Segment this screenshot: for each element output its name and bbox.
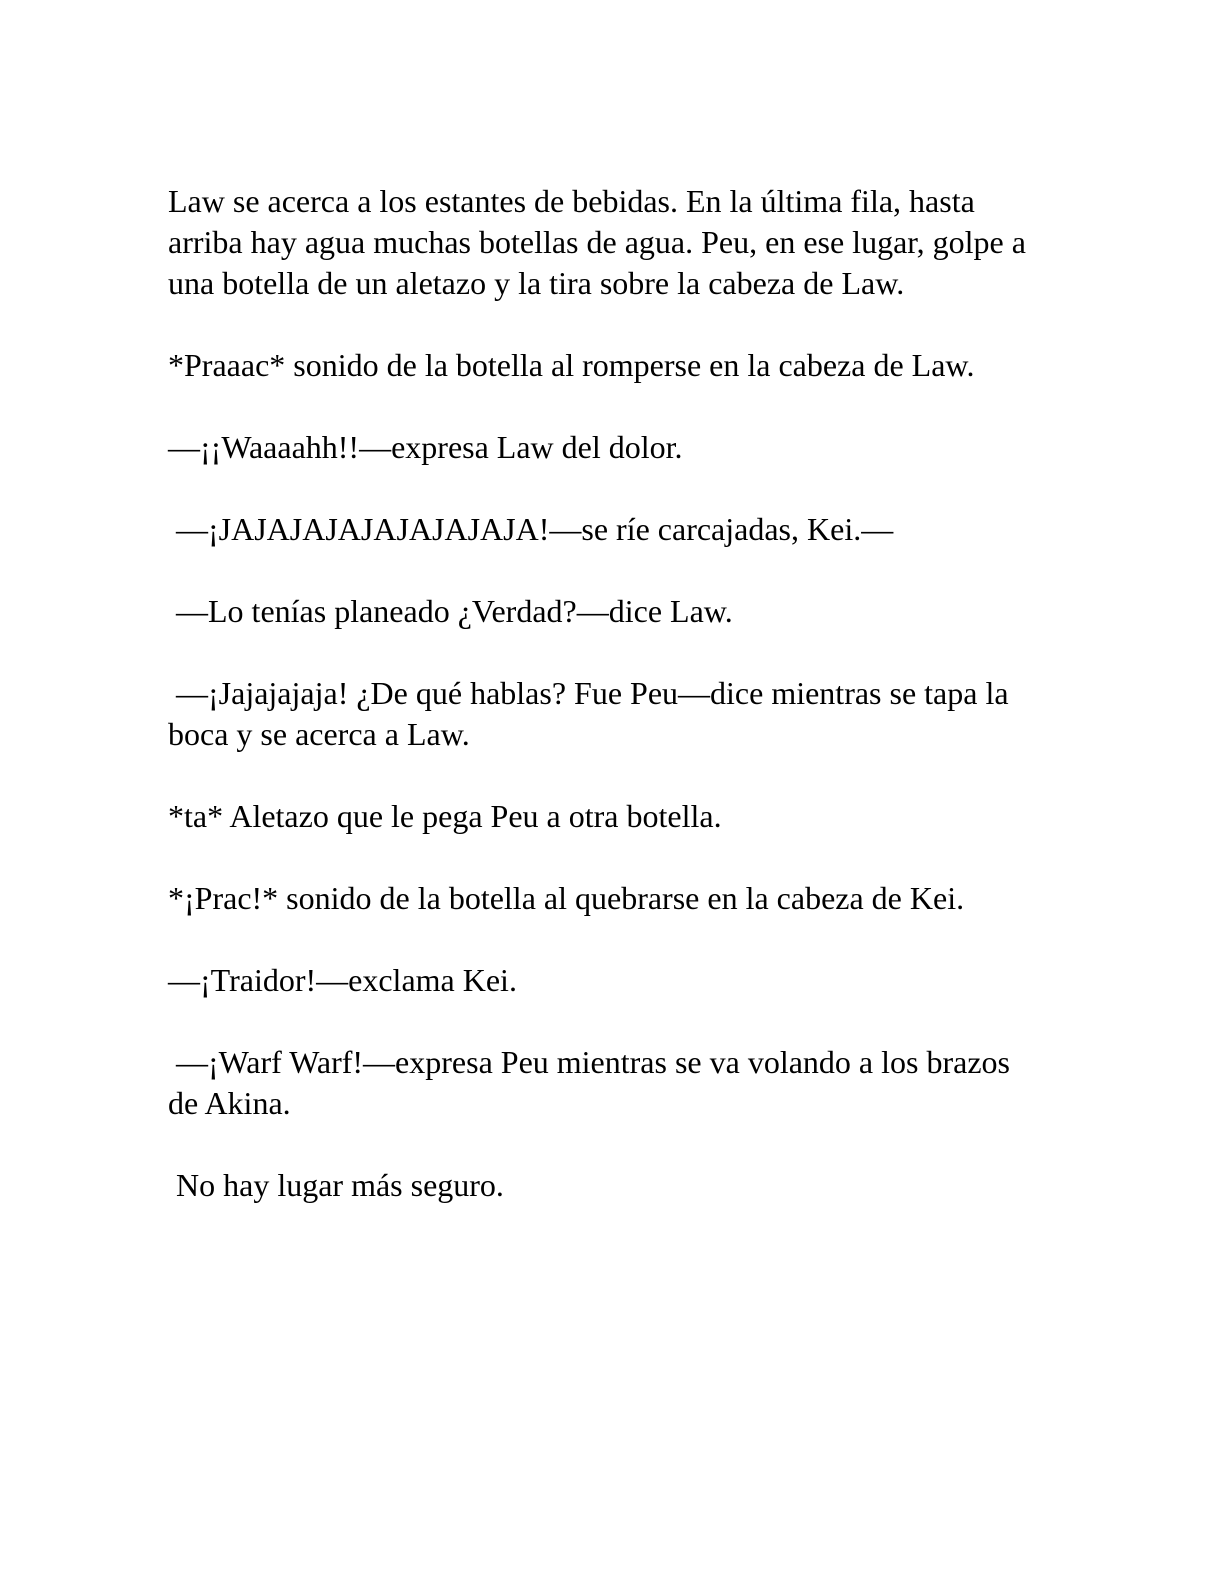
paragraph-9: —¡Traidor!—exclama Kei. bbox=[168, 962, 517, 998]
paragraph-3: —¡¡Waaaahh!!—expresa Law del dolor. bbox=[168, 429, 683, 465]
paragraph-10: —¡Warf Warf!—expresa Peu mientras se va volando a los brazos de Akina. bbox=[168, 1044, 1010, 1121]
paragraph-6: —¡Jajajajaja! ¿De qué hablas? Fue Peu—dice mientras se tapa la boca y se acerca a Law. bbox=[168, 675, 1009, 752]
story-text bbox=[168, 181, 1038, 1206]
paragraph-1: Law se acerca a los estantes de bebidas. En la última fila, hasta arriba hay agua muchas botellas de agua. Peu, en ese lugar, golpe a una botella de un aletazo y la tira sobre la cabeza de Law. bbox=[168, 183, 1026, 301]
paragraph-5: —Lo tenías planeado ¿Verdad?—dice Law. bbox=[176, 593, 733, 629]
paragraph-2: *Praaac* sonido de la botella al romperse en la cabeza de Law. bbox=[168, 347, 975, 383]
paragraph-8: *¡Prac!* sonido de la botella al quebrarse en la cabeza de Kei. bbox=[168, 880, 965, 916]
paragraph-4: —¡JAJAJAJAJAJAJAJAJA!—se ríe carcajadas, Kei.— bbox=[176, 511, 894, 547]
paragraph-7: *ta* Aletazo que le pega Peu a otra botella. bbox=[168, 798, 722, 834]
paragraph-11: No hay lugar más seguro. bbox=[176, 1167, 504, 1203]
